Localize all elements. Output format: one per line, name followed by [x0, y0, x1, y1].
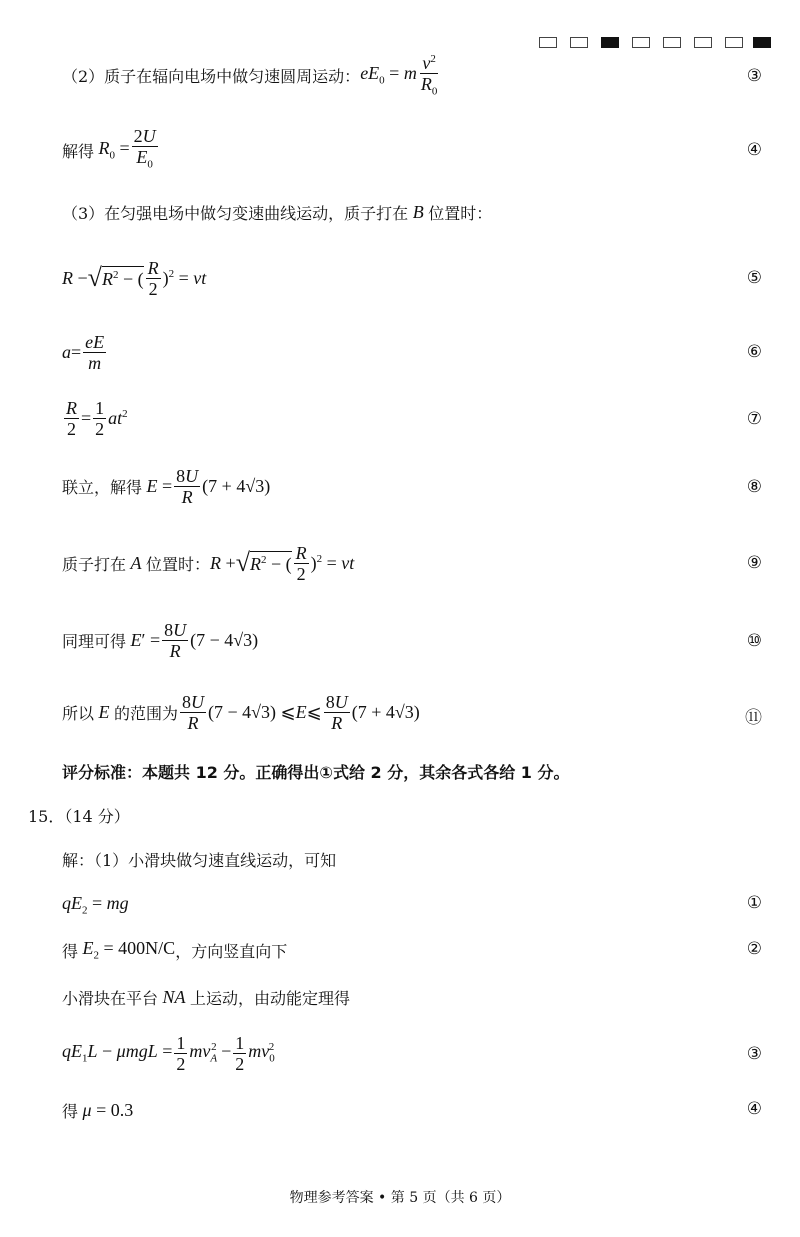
text: （2）质子在辐向电场中做匀速圆周运动：	[62, 66, 361, 86]
text: 小滑块在平台	[62, 988, 159, 1008]
equation-number: ③	[746, 1044, 762, 1064]
header-mark	[601, 37, 619, 48]
header-mark	[632, 37, 650, 48]
text: 同理可得	[62, 631, 127, 651]
equation-number: ⑤	[746, 268, 762, 288]
equation-number: ⑨	[746, 553, 762, 573]
page-footer: 物理参考答案 • 第 5 页（共 6 页）	[289, 1190, 511, 1206]
equation-q15-3: $qE_1L - \mu mgL$ = $\frac{1}{2}$ $mv_A^2$ − $\frac{1}{2}$ $mv_0^2$	[62, 1032, 275, 1074]
equation-number: ⑪	[745, 708, 762, 728]
scoring-standard: 评分标准：本题共 12 分。正确得出①式给 2 分，其余各式各给 1 分。	[62, 762, 570, 782]
text: 质子打在	[62, 554, 127, 574]
question-15-title: 15．（14 分）	[28, 806, 130, 826]
equation-line-8: 联立，解得 E = $\frac{8U}{R}$ (7 + 4√3)	[62, 465, 271, 507]
equation-q15-2: 得 $E_2 = 400N/C$ ，方向竖直向下	[62, 938, 288, 962]
header-mark	[725, 37, 743, 48]
equation-line-10: 同理可得 E′ = $\frac{8U}{R}$ (7 − 4√3)	[62, 619, 259, 661]
text: 位置时：	[146, 554, 211, 574]
equation-number: ②	[746, 939, 762, 959]
equation-number: ④	[746, 1099, 762, 1119]
equation-q15-1: $qE_2$ = mg	[62, 893, 129, 917]
equation-number: ⑩	[746, 631, 762, 651]
platform-intro: 小滑块在平台 NA 上运动，由动能定理得	[62, 986, 351, 1008]
header-mark	[539, 37, 557, 48]
equation-line-6: a = $\frac{eE}{m}$	[62, 331, 105, 373]
equation-number: ①	[746, 893, 762, 913]
header-mark	[570, 37, 588, 48]
text: （3）在匀强电场中做匀变速曲线运动，质子打在	[62, 203, 409, 223]
section-3-intro: （3）在匀强电场中做匀变速曲线运动，质子打在 B 位置时：	[62, 201, 493, 223]
solution-intro: 解：（1）小滑块做匀速直线运动，可知	[62, 850, 337, 870]
equation-number: ⑧	[746, 477, 762, 497]
equation-line-4: 解得 $R_0$ = $\frac{2U}{E_0}$	[62, 125, 156, 171]
text: 所以	[62, 703, 95, 723]
equation-line-7: $\frac{R}{2}$ = $\frac{1}{2}$ $at^2$	[66, 397, 128, 439]
equation-number: ③	[746, 66, 762, 86]
equation-line-3: （2）质子在辐向电场中做匀速圆周运动： $eE_0 = m$ $\frac{v^2}{R_0}$	[62, 55, 441, 95]
header-mark	[753, 37, 771, 48]
text: 位置时：	[428, 203, 493, 223]
equation-q15-4: 得 μ = 0.3	[62, 1099, 134, 1121]
equation-number: ⑦	[746, 409, 762, 429]
text: 得	[62, 1101, 79, 1121]
text: 联立，解得	[62, 477, 143, 497]
text: 得	[62, 941, 79, 961]
equation-number: ⑥	[746, 342, 762, 362]
equation-number: ④	[746, 140, 762, 160]
equation-line-11: 所以 E 的范围为 $\frac{8U}{R}$ (7 − 4√3) ⩽E⩽ $\frac{8U}{R}$ (7 + 4√3)	[62, 691, 420, 733]
text: 的范围为	[114, 703, 179, 723]
header-mark	[663, 37, 681, 48]
equation-line-5: R − √ $R^2$ − ( $\frac{R}{2}$ )$^2$ = vt	[62, 257, 207, 299]
header-mark	[694, 37, 712, 48]
equation-line-9: 质子打在 A 位置时： R + √ $R^2$ − ( $\frac{R}{2}$ )$^2$ = vt	[62, 542, 355, 584]
text: 解得	[62, 141, 95, 161]
text: 上运动，由动能定理得	[190, 988, 351, 1008]
text: ，方向竖直向下	[175, 941, 288, 961]
